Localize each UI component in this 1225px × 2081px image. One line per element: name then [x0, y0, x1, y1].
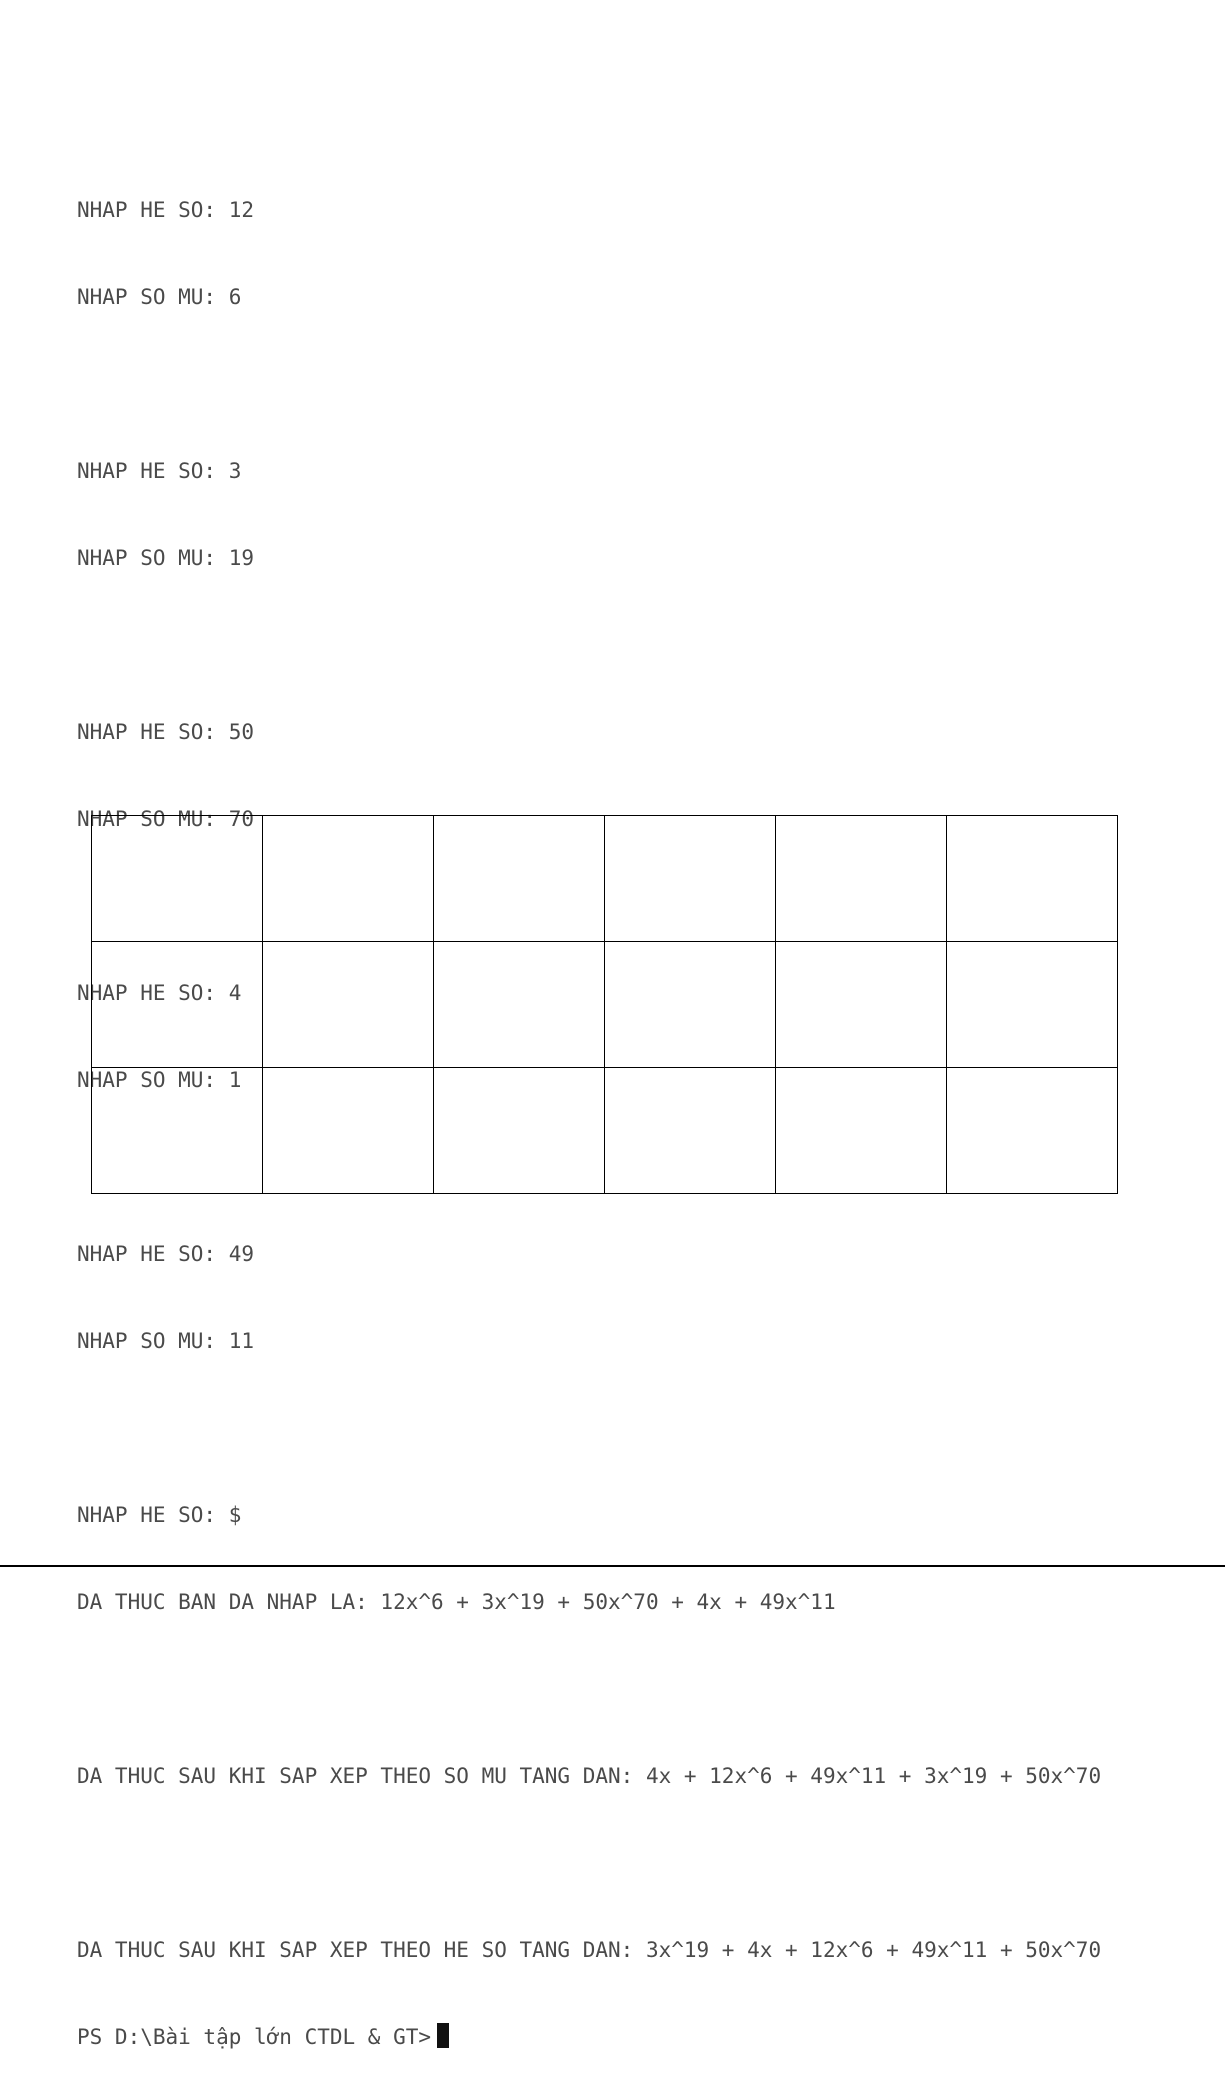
- grid-cell: [434, 942, 605, 1068]
- shell-prompt: PS D:\Bài tập lớn CTDL & GT>: [77, 2025, 432, 2049]
- grid-cell: [92, 942, 263, 1068]
- terminal-line: NHAP HE SO: 50: [77, 720, 255, 744]
- terminal-line: DA THUC SAU KHI SAP XEP THEO SO MU TANG DAN: 4x + 12x^6 + 49x^11 + 3x^19 + 50x^70: [77, 1764, 1102, 1788]
- terminal-line: NHAP HE SO: $: [77, 1503, 242, 1527]
- grid-cell: [605, 1068, 776, 1194]
- terminal-line: DA THUC BAN DA NHAP LA: 12x^6 + 3x^19 + 50x^70 + 4x + 49x^11: [77, 1590, 836, 1614]
- grid-cell: [947, 816, 1118, 942]
- grid-cell: [776, 942, 947, 1068]
- grid-cell: [434, 1068, 605, 1194]
- grid-cell: [92, 1068, 263, 1194]
- terminal-line: NHAP SO MU: 11: [77, 1329, 255, 1353]
- grid-cell: [263, 1068, 434, 1194]
- prompt-line[interactable]: [77, 2023, 1177, 2052]
- grid-cell: [776, 816, 947, 942]
- grid-cell: [92, 816, 263, 942]
- terminal-line: NHAP SO MU: 70: [77, 807, 255, 831]
- text-cursor: [437, 2023, 449, 2048]
- terminal-line: [77, 1414, 1177, 1443]
- terminal-line: NHAP HE SO: 49: [77, 1242, 255, 1266]
- terminal-line: [77, 1675, 1177, 1704]
- grid-cell: [605, 942, 776, 1068]
- terminal-line: NHAP HE SO: 3: [77, 459, 242, 483]
- grid-cell: [947, 942, 1118, 1068]
- grid-cell: [263, 942, 434, 1068]
- terminal-line: NHAP SO MU: 19: [77, 546, 255, 570]
- empty-grid-table: [91, 815, 1118, 1194]
- terminal-line: [77, 631, 1177, 660]
- terminal-line: NHAP HE SO: 12: [77, 198, 255, 222]
- grid-row: [92, 1068, 1118, 1194]
- terminal-line: [77, 370, 1177, 399]
- grid-cell: [947, 1068, 1118, 1194]
- grid-cell: [263, 816, 434, 942]
- terminal-line: [77, 1849, 1177, 1878]
- bottom-divider: [0, 1565, 1225, 1567]
- grid-row: [92, 816, 1118, 942]
- grid-cell: [776, 1068, 947, 1194]
- grid-row: [92, 942, 1118, 1068]
- grid-cell: [434, 816, 605, 942]
- terminal-line: NHAP SO MU: 6: [77, 285, 242, 309]
- terminal-line: DA THUC SAU KHI SAP XEP THEO HE SO TANG DAN: 3x^19 + 4x + 12x^6 + 49x^11 + 50x^70: [77, 1938, 1102, 1962]
- grid-body: [92, 816, 1118, 1194]
- terminal-line: NHAP HE SO: 4: [77, 981, 242, 1005]
- terminal-line: NHAP SO MU: 1: [77, 1068, 242, 1092]
- grid-cell: [605, 816, 776, 942]
